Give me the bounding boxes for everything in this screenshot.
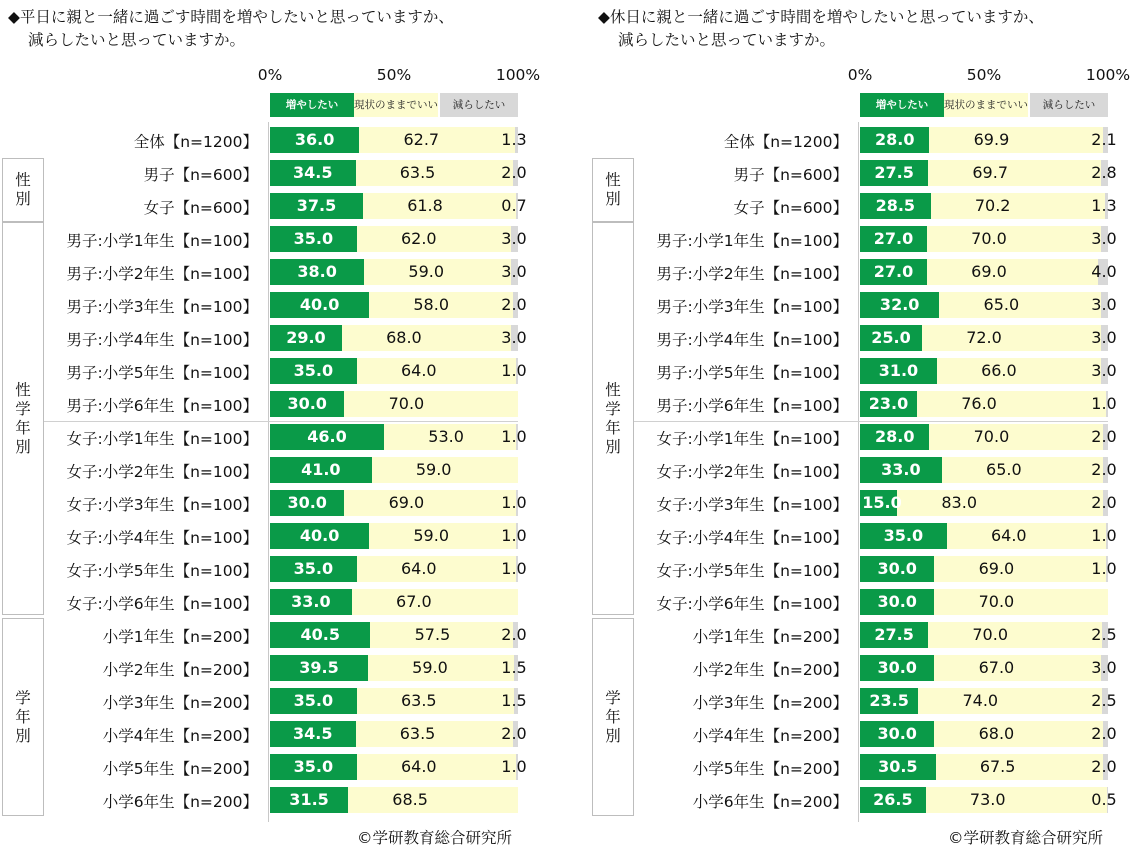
- value-label-same: 72.0: [966, 328, 1002, 347]
- category-label: 女子:小学2年生【n=100】: [656, 463, 848, 481]
- value-label-increase: 27.5: [874, 163, 914, 182]
- value-label-increase: 33.0: [881, 460, 921, 479]
- category-label: 女子:小学1年生【n=100】: [66, 430, 258, 448]
- bar-segment-same: [936, 754, 1103, 780]
- group-label-gender_grade: 性学年別: [605, 380, 621, 456]
- value-label-increase: 38.0: [297, 262, 337, 281]
- category-label: 女子:小学1年生【n=100】: [656, 430, 848, 448]
- value-label-decrease: 1.0: [1091, 526, 1117, 545]
- value-label-same: 64.0: [400, 559, 437, 578]
- category-label: 小学6年生【n=200】: [692, 793, 848, 811]
- value-label-decrease: 3.0: [1091, 295, 1117, 314]
- value-label-increase: 30.0: [877, 658, 917, 677]
- value-label-increase: 35.0: [883, 526, 924, 545]
- category-label: 男子:小学2年生【n=100】: [66, 265, 258, 283]
- group-label-gender_grade: 性学年別: [15, 380, 31, 456]
- value-label-decrease: 0.7: [501, 196, 527, 215]
- value-label-same: 69.0: [388, 493, 425, 512]
- bar-segment-same: [927, 226, 1101, 252]
- value-label-increase: 40.5: [300, 625, 340, 644]
- value-label-same: 70.2: [974, 196, 1011, 215]
- bar-segment-same: [917, 391, 1105, 417]
- value-label-decrease: 1.0: [501, 757, 527, 776]
- value-label-decrease: 2.1: [1091, 130, 1117, 149]
- value-label-decrease: 2.0: [1091, 724, 1117, 743]
- bar-segment-same: [928, 160, 1101, 186]
- value-label-same: 57.5: [414, 625, 451, 644]
- category-label: 小学5年生【n=200】: [692, 760, 848, 778]
- chart-title-line2: 減らしたいと思っていますか。: [618, 31, 836, 49]
- bar-segment-same: [942, 457, 1103, 483]
- value-label-increase: 29.0: [286, 328, 326, 347]
- chart-title-line1: ◆休日に親と一緒に過ごす時間を増やしたいと思っていますか、: [598, 8, 1044, 26]
- category-label: 女子:小学3年生【n=100】: [66, 496, 258, 514]
- value-label-increase: 35.0: [293, 361, 334, 380]
- bar-segment-same: [926, 787, 1107, 813]
- value-label-decrease: 2.5: [1091, 625, 1117, 644]
- value-label-increase: 23.0: [868, 394, 909, 413]
- value-label-decrease: 2.0: [1091, 757, 1117, 776]
- value-label-same: 61.8: [407, 196, 443, 215]
- category-label: 男子:小学6年生【n=100】: [656, 397, 848, 415]
- category-label: 女子:小学6年生【n=100】: [656, 595, 848, 613]
- bar-segment-same: [934, 556, 1105, 582]
- bar-segment-same: [922, 325, 1101, 351]
- legend-decrease: 減らしたい: [440, 93, 518, 117]
- category-label: 小学2年生【n=200】: [692, 661, 848, 679]
- group-label-grade: 学年別: [15, 688, 31, 745]
- value-label-same: 70.0: [388, 394, 425, 413]
- category-label: 男子:小学2年生【n=100】: [656, 265, 848, 283]
- value-label-decrease: 2.0: [501, 295, 527, 314]
- value-label-same: 62.7: [403, 130, 440, 149]
- legend-same: 現状のままでいい: [354, 93, 438, 117]
- value-label-same: 66.0: [981, 361, 1017, 380]
- group-label-gender: 性別: [605, 171, 621, 208]
- value-label-same: 68.0: [386, 328, 422, 347]
- value-label-same: 53.0: [428, 427, 464, 446]
- value-label-increase: 30.0: [287, 394, 327, 413]
- chart-title-line2: 減らしたいと思っていますか。: [28, 31, 246, 49]
- value-label-increase: 26.5: [873, 790, 913, 809]
- category-label: 女子【n=600】: [733, 199, 848, 217]
- value-label-decrease: 1.0: [501, 361, 527, 380]
- value-label-same: 65.0: [986, 460, 1022, 479]
- copyright-credit: ©学研教育総合研究所: [948, 829, 1104, 847]
- value-label-decrease: 2.0: [1091, 460, 1117, 479]
- value-label-decrease: 3.0: [501, 229, 527, 248]
- value-label-decrease: 1.0: [501, 526, 527, 545]
- value-label-decrease: 1.5: [501, 658, 527, 677]
- category-label: 男子:小学4年生【n=100】: [66, 331, 258, 349]
- value-label-increase: 30.0: [287, 493, 327, 512]
- category-label: 小学2年生【n=200】: [102, 661, 258, 679]
- x-tick-label: 50%: [966, 66, 1002, 84]
- category-label: 全体【n=1200】: [133, 133, 258, 151]
- bar-segment-same: [348, 787, 518, 813]
- value-label-same: 63.5: [400, 691, 437, 710]
- value-label-same: 58.0: [413, 295, 449, 314]
- value-label-decrease: 2.0: [501, 163, 527, 182]
- chart-title: [598, 6, 1044, 52]
- bar-segment-same: [918, 688, 1102, 714]
- value-label-increase: 39.5: [299, 658, 339, 677]
- value-label-increase: 40.0: [299, 295, 340, 314]
- value-label-same: 59.0: [415, 460, 452, 479]
- value-label-same: 76.0: [961, 394, 997, 413]
- copyright-credit: ©学研教育総合研究所: [357, 829, 513, 847]
- value-label-same: 67.5: [979, 757, 1016, 776]
- value-label-decrease: 3.0: [1091, 361, 1117, 380]
- category-label: 小学1年生【n=200】: [102, 628, 258, 646]
- value-label-increase: 34.5: [293, 724, 333, 743]
- x-tick-label: 100%: [495, 66, 541, 84]
- bar-segment-same: [929, 424, 1103, 450]
- category-label: 女子【n=600】: [143, 199, 258, 217]
- value-label-same: 59.0: [413, 526, 449, 545]
- value-label-decrease: 3.0: [501, 328, 527, 347]
- bar-segment-same: [934, 589, 1108, 615]
- bar-segment-same: [937, 358, 1101, 384]
- bar-segment-same: [927, 259, 1098, 285]
- category-label: 女子:小学4年生【n=100】: [66, 529, 258, 547]
- value-label-decrease: 1.0: [1091, 394, 1117, 413]
- value-label-same: 70.0: [971, 229, 1007, 248]
- category-label: 男子:小学5年生【n=100】: [66, 364, 258, 382]
- bar-segment-same: [931, 193, 1105, 219]
- category-label: 男子:小学1年生【n=100】: [66, 232, 258, 250]
- value-label-decrease: 3.0: [1091, 229, 1117, 248]
- value-label-decrease: 2.8: [1091, 163, 1117, 182]
- x-tick-label: 50%: [376, 66, 412, 84]
- category-label: 男子:小学5年生【n=100】: [656, 364, 848, 382]
- value-label-same: 64.0: [400, 757, 437, 776]
- value-label-increase: 32.0: [879, 295, 920, 314]
- chart-holiday: [590, 0, 1148, 854]
- value-label-same: 83.0: [941, 493, 977, 512]
- legend-same: 現状のままでいい: [944, 93, 1028, 117]
- value-label-decrease: 3.0: [1091, 328, 1117, 347]
- value-label-decrease: 2.0: [1091, 493, 1117, 512]
- value-label-increase: 31.0: [878, 361, 919, 380]
- bar-segment-same: [344, 391, 518, 417]
- value-label-increase: 31.5: [289, 790, 329, 809]
- bar-segment-same: [352, 589, 518, 615]
- value-label-same: 59.0: [408, 262, 445, 281]
- category-label: 小学4年生【n=200】: [102, 727, 258, 745]
- legend-decrease: 減らしたい: [1030, 93, 1108, 117]
- value-label-increase: 36.0: [294, 130, 335, 149]
- bar-segment-same: [897, 490, 1103, 516]
- legend-increase: 増やしたい: [270, 93, 354, 117]
- category-label: 男子:小学4年生【n=100】: [656, 331, 848, 349]
- value-label-decrease: 1.0: [501, 427, 527, 446]
- value-label-increase: 35.0: [293, 691, 334, 710]
- value-label-same: 70.0: [978, 592, 1015, 611]
- value-label-same: 65.0: [983, 295, 1020, 314]
- x-tick-label: 0%: [847, 66, 873, 84]
- bar-segment-same: [939, 292, 1100, 318]
- value-label-increase: 40.0: [299, 526, 340, 545]
- category-label: 全体【n=1200】: [723, 133, 848, 151]
- category-label: 女子:小学6年生【n=100】: [66, 595, 258, 613]
- category-label: 小学3年生【n=200】: [102, 694, 258, 712]
- category-label: 小学6年生【n=200】: [102, 793, 258, 811]
- y-axis-line: [268, 122, 269, 822]
- x-tick-label: 0%: [257, 66, 283, 84]
- value-label-increase: 27.5: [874, 625, 914, 644]
- value-label-increase: 30.0: [877, 724, 917, 743]
- legend-increase: 増やしたい: [860, 93, 944, 117]
- value-label-same: 67.0: [396, 592, 432, 611]
- category-label: 女子:小学2年生【n=100】: [66, 463, 258, 481]
- value-label-increase: 28.0: [874, 427, 915, 446]
- bar-segment-same: [344, 490, 515, 516]
- value-label-same: 70.0: [973, 427, 1010, 446]
- value-label-increase: 25.0: [871, 328, 911, 347]
- value-label-same: 69.0: [971, 262, 1007, 281]
- x-tick-label: 100%: [1085, 66, 1131, 84]
- category-label: 女子:小学4年生【n=100】: [656, 529, 848, 547]
- value-label-increase: 23.5: [869, 691, 909, 710]
- group-separator: [634, 421, 1108, 422]
- value-label-decrease: 2.0: [1091, 427, 1117, 446]
- value-label-same: 63.5: [399, 724, 436, 743]
- group-label-gender: 性別: [15, 171, 31, 208]
- group-separator: [44, 421, 518, 422]
- value-label-same: 63.5: [399, 163, 436, 182]
- value-label-same: 67.0: [978, 658, 1015, 677]
- value-label-same: 64.0: [400, 361, 437, 380]
- value-label-increase: 27.0: [873, 229, 914, 248]
- value-label-decrease: 3.0: [501, 262, 527, 281]
- value-label-increase: 35.0: [293, 229, 334, 248]
- value-label-decrease: 1.0: [501, 559, 527, 578]
- value-label-decrease: 3.0: [1091, 658, 1117, 677]
- value-label-increase: 28.5: [875, 196, 916, 215]
- value-label-decrease: 0.5: [1091, 790, 1117, 809]
- value-label-decrease: 1.5: [501, 691, 527, 710]
- category-label: 小学4年生【n=200】: [692, 727, 848, 745]
- value-label-same: 64.0: [990, 526, 1027, 545]
- category-label: 小学3年生【n=200】: [692, 694, 848, 712]
- category-label: 男子【n=600】: [143, 166, 258, 184]
- value-label-decrease: 1.3: [1091, 196, 1117, 215]
- value-label-same: 68.0: [978, 724, 1015, 743]
- bar-segment-same: [928, 622, 1102, 648]
- value-label-same: 69.0: [978, 559, 1015, 578]
- value-label-increase: 30.5: [878, 757, 918, 776]
- value-label-decrease: 2.5: [1091, 691, 1117, 710]
- value-label-same: 69.9: [973, 130, 1010, 149]
- value-label-decrease: 1.3: [501, 130, 527, 149]
- value-label-increase: 27.0: [873, 262, 914, 281]
- value-label-increase: 33.0: [291, 592, 331, 611]
- value-label-increase: 35.0: [293, 757, 334, 776]
- value-label-same: 69.7: [972, 163, 1008, 182]
- value-label-same: 62.0: [400, 229, 437, 248]
- value-label-same: 70.0: [972, 625, 1008, 644]
- value-label-increase: 28.0: [874, 130, 915, 149]
- category-label: 小学5年生【n=200】: [102, 760, 258, 778]
- value-label-increase: 30.0: [877, 592, 917, 611]
- category-label: 男子:小学6年生【n=100】: [66, 397, 258, 415]
- value-label-same: 59.0: [412, 658, 448, 677]
- category-label: 男子:小学3年生【n=100】: [66, 298, 258, 316]
- chart-title-line1: ◆平日に親と一緒に過ごす時間を増やしたいと思っていますか、: [8, 8, 454, 26]
- value-label-increase: 15.0: [862, 493, 902, 512]
- value-label-decrease: 2.0: [501, 625, 527, 644]
- bar-segment-same: [342, 325, 511, 351]
- value-label-increase: 34.5: [293, 163, 333, 182]
- value-label-same: 73.0: [969, 790, 1006, 809]
- value-label-increase: 35.0: [293, 559, 334, 578]
- category-label: 女子:小学5年生【n=100】: [66, 562, 258, 580]
- value-label-same: 68.5: [392, 790, 428, 809]
- value-label-increase: 46.0: [307, 427, 347, 446]
- category-label: 男子:小学3年生【n=100】: [656, 298, 848, 316]
- value-label-increase: 41.0: [301, 460, 341, 479]
- category-label: 女子:小学3年生【n=100】: [656, 496, 848, 514]
- group-label-grade: 学年別: [605, 688, 621, 745]
- y-axis-line: [858, 122, 859, 822]
- category-label: 小学1年生【n=200】: [692, 628, 848, 646]
- bar-segment-same: [934, 655, 1100, 681]
- bar-segment-same: [929, 127, 1102, 153]
- value-label-decrease: 2.0: [501, 724, 527, 743]
- value-label-increase: 30.0: [877, 559, 917, 578]
- value-label-decrease: 4.0: [1091, 262, 1117, 281]
- category-label: 男子【n=600】: [733, 166, 848, 184]
- value-label-decrease: 1.0: [1091, 559, 1117, 578]
- category-label: 男子:小学1年生【n=100】: [656, 232, 848, 250]
- bar-segment-same: [934, 721, 1103, 747]
- value-label-increase: 37.5: [296, 196, 337, 215]
- value-label-same: 74.0: [962, 691, 999, 710]
- category-label: 女子:小学5年生【n=100】: [656, 562, 848, 580]
- value-label-decrease: 1.0: [501, 493, 527, 512]
- chart-title: [8, 6, 454, 52]
